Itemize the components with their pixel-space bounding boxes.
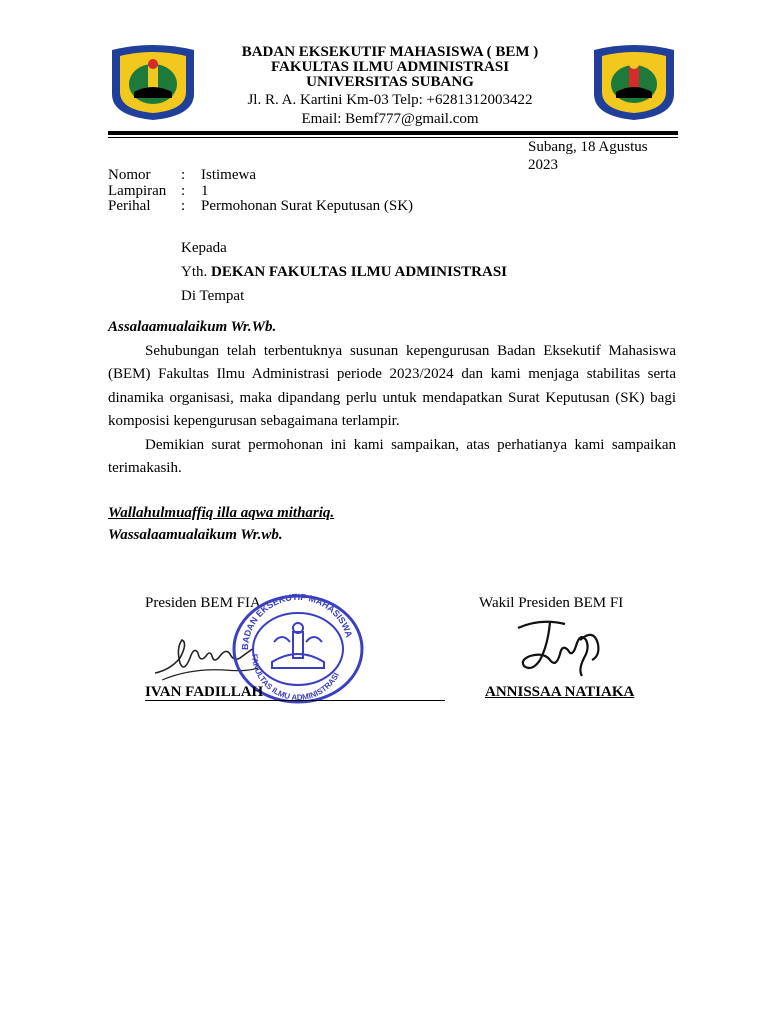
org-name: BADAN EKSEKUTIF MAHASISWA ( BEM )	[241, 44, 539, 60]
university-name: UNIVERSITAS SUBANG	[306, 74, 474, 90]
meta-label: Perihal	[108, 198, 151, 214]
right-signatory-title: Wakil Presiden BEM FI	[479, 595, 624, 611]
recipient-name: DEKAN FAKULTAS ILMU ADMINISTRASI	[211, 264, 508, 280]
meta-row	[108, 168, 413, 184]
meta-sep: :	[181, 198, 186, 214]
letterhead-rule-thick	[108, 131, 678, 135]
recipient-block	[181, 236, 507, 308]
university-logo-left	[106, 44, 200, 122]
greeting: Assalaamualaikum Wr.Wb.	[108, 319, 277, 335]
date-line-2: 2023	[528, 157, 558, 173]
body-paragraph-1: Sehubungan telah terbentuknya susunan kepengurusan Badan Eksekutif Mahasiswa (BEM) Fakultas Ilmu Administrasi periode 2023/2024 dan kami menjaga stabilitas serta dinamika organisasi, maka dipandang perlu untuk mendapatkan Surat Keputusan (SK) bagi komposisi kepengurusan sebagaimana terlampir.	[108, 342, 676, 429]
meta-row	[108, 184, 413, 200]
closing-line-2: Wassalaamualaikum Wr.wb.	[108, 527, 283, 543]
letter-body	[108, 316, 676, 481]
faculty-name: FAKULTAS ILMU ADMINISTRASI	[270, 59, 510, 75]
meta-value: 1	[201, 182, 209, 199]
date-line-1: Subang, 18 Agustus	[528, 139, 648, 155]
closing-block	[108, 502, 334, 546]
bem-logo-right	[588, 44, 680, 122]
address-line: Jl. R. A. Kartini Km-03 Telp: +6281312003422	[247, 92, 533, 108]
meta-row	[108, 199, 413, 215]
email-line: Email: Bemf777@gmail.com	[301, 111, 479, 127]
meta-value: Istimewa	[201, 167, 256, 183]
recipient-yth: Yth.	[181, 264, 208, 280]
left-signatory-name	[145, 685, 445, 701]
closing-line-1: Wallahulmuaffiq illa aqwa mithariq.	[108, 505, 335, 521]
right-signatory-name	[485, 685, 634, 700]
meta-label: Nomor	[108, 167, 151, 183]
letter-date	[528, 138, 648, 174]
right-signature-image	[510, 610, 610, 682]
meta-sep: :	[181, 182, 186, 199]
meta-value: Permohonan Surat Keputusan (SK)	[201, 198, 414, 214]
left-name-text: IVAN FADILLAH	[145, 684, 264, 700]
meta-sep: :	[181, 167, 186, 183]
recipient-kepada: Kepada	[181, 240, 227, 256]
meta-label: Lampiran	[108, 182, 167, 199]
right-name-text: ANNISSAA NATIAKA	[485, 684, 635, 700]
letterhead	[200, 45, 580, 129]
body-paragraph-2: Demikian surat permohonan ini kami sampaikan, atas perhatianya kami sampaikan terimakasih.	[108, 436, 676, 476]
recipient-place: Di Tempat	[181, 288, 245, 304]
stamp-bottom-text: FAKULTAS ILMU ADMINISTRASI	[249, 653, 342, 703]
svg-text:BADAN EKSEKUTIF MAHASISWA	[240, 592, 355, 650]
letter-meta	[108, 168, 413, 215]
left-signatory-title: Presiden BEM FIA	[145, 595, 261, 611]
stamp-top-text: BADAN EKSEKUTIF MAHASISWA	[239, 592, 355, 651]
recipient-line	[181, 260, 507, 284]
